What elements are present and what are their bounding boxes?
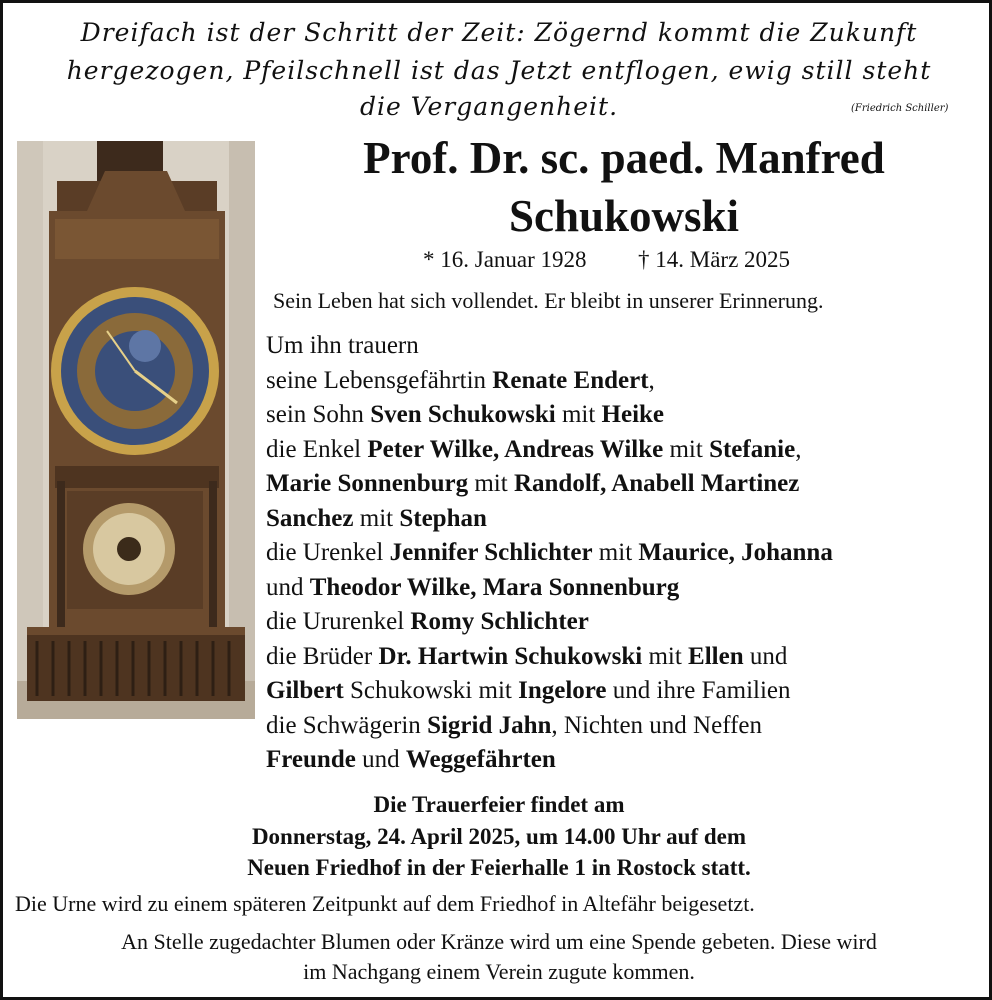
mourner-line: Gilbert Schukowski mit Ingelore und ihre Familien [266, 677, 791, 704]
memorial-motto: Sein Leben hat sich vollendet. Er bleibt in unserer Erinnerung. [273, 288, 824, 313]
quote-line-2: hergezogen, Pfeilschnell ist das Jetzt entflogen, ewig still steht [66, 56, 932, 85]
quote-line-1: Dreifach ist der Schritt der Zeit: Zögernd kommt die Zukunft [80, 18, 918, 47]
mourner-line: sein Sohn Sven Schukowski mit Heike [266, 401, 665, 428]
birth-date: * 16. Januar 1928 [423, 247, 587, 272]
urn-notice: Die Urne wird zu einem späteren Zeitpunkt auf dem Friedhof in Altefähr beigesetzt. [15, 891, 755, 916]
ceremony-line-2: Donnerstag, 24. April 2025, um 14.00 Uhr auf dem [251, 824, 747, 849]
astronomical-clock-photo [17, 141, 255, 719]
mourner-line: die Enkel Peter Wilke, Andreas Wilke mit Stefanie, [266, 435, 802, 463]
quote-attribution: (Friedrich Schiller) [851, 103, 949, 114]
mourners-intro: Um ihn trauern [266, 332, 419, 359]
deceased-name-line-1: Prof. Dr. sc. paed. Manfred [363, 133, 885, 183]
mourner-line: Sanchez mit Stephan [266, 504, 487, 532]
deceased-name-line-2: Schukowski [508, 191, 740, 241]
mourner-line: seine Lebensgefährtin Renate Endert, [266, 366, 655, 394]
mourner-line: die Schwägerin Sigrid Jahn, Nichten und Neffen [266, 711, 763, 739]
mourner-line: die Ururenkel Romy Schlichter [266, 608, 589, 635]
ceremony-line-3: Neuen Friedhof in der Feierhalle 1 in Rostock statt. [247, 855, 751, 880]
donation-notice-line-1: An Stelle zugedachter Blumen oder Kränze wird um eine Spende gebeten. Diese wird [121, 929, 877, 954]
mourner-line: Marie Sonnenburg mit Randolf, Anabell Martinez [266, 470, 800, 497]
quote-line-3: die Vergangenheit. [360, 92, 619, 121]
mourner-line: die Urenkel Jennifer Schlichter mit Maurice, Johanna [266, 539, 833, 566]
mourner-line: die Brüder Dr. Hartwin Schukowski mit Ellen und [266, 642, 788, 670]
death-date: † 14. März 2025 [638, 247, 791, 272]
mourner-line: Freunde und Weggefährten [266, 746, 556, 773]
donation-notice-line-2: im Nachgang einem Verein zugute kommen. [303, 959, 695, 984]
ceremony-line-1: Die Trauerfeier findet am [373, 792, 625, 817]
mourner-line: und Theodor Wilke, Mara Sonnenburg [266, 573, 680, 601]
mourners-list [266, 329, 833, 778]
